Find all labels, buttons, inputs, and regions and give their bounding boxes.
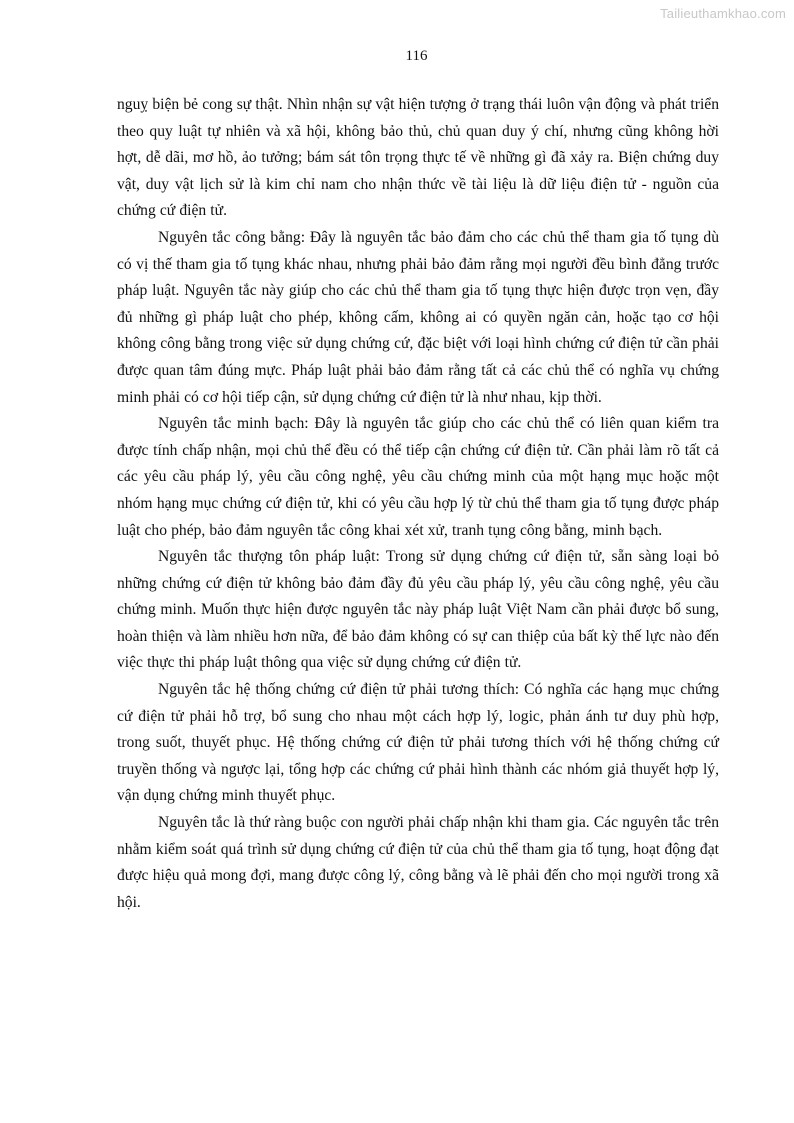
paragraph-principle-transparency: Nguyên tắc minh bạch: Đây là nguyên tắc giúp cho các chủ thể có liên quan kiểm tra được tính chấp nhận, mọi chủ thể đều có thể tiếp cận chứng cứ điện tử. Cần phải làm rõ tất cả các yêu cầu pháp lý, yêu cầu công nghệ, yêu cầu chứng minh của một hạng mục hoặc một nhóm hạng mục chứng cứ điện tử, khi có yêu cầu hợp lý từ chủ thể tham gia tố tụng được pháp luật cho phép, bảo đảm nguyên tắc công khai xét xử, tranh tụng công bằng, minh bạch. <box>117 415 719 539</box>
paragraph-principle-rule-of-law: Nguyên tắc thượng tôn pháp luật: Trong sử dụng chứng cứ điện tử, sẵn sàng loại bỏ những chứng cứ điện tử không bảo đảm đầy đủ yêu cầu pháp lý, yêu cầu công nghệ, yêu cầu chứng minh. Muốn thực hiện được nguyên tắc này pháp luật Việt Nam cần phải được bổ sung, hoàn thiện và làm nhiều hơn nữa, để bảo đảm không có sự can thiệp của bất kỳ thế lực nào đến việc thực thi pháp luật thông qua việc sử dụng chứng cứ điện tử. <box>117 548 719 672</box>
paragraph-conclusion: Nguyên tắc là thứ ràng buộc con người phải chấp nhận khi tham gia. Các nguyên tắc trên nhằm kiểm soát quá trình sử dụng chứng cứ điện tử của chủ thể tham gia tố tụng, hoạt động đạt được hiệu quả mong đợi, mang được công lý, công bằng và lẽ phải đến cho mọi người trong xã hội. <box>117 814 719 911</box>
watermark: Tailieuthamkhao.com <box>660 6 786 21</box>
paragraph-principle-fairness: Nguyên tắc công bằng: Đây là nguyên tắc bảo đảm cho các chủ thể tham gia tố tụng dù có vị thế tham gia tố tụng khác nhau, nhưng phải bảo đảm rằng mọi người đều bình đẳng trước pháp luật. Nguyên tắc này giúp cho các chủ thể tham gia tố tụng thực hiện được trọn vẹn, đầy đủ những gì pháp luật cho phép, không cấm, không ai có quyền ngăn cản, hoặc tạo cơ hội không công bằng trong việc sử dụng chứng cứ, đặc biệt với loại hình chứng cứ điện tử cần phải được quan tâm đúng mực. Pháp luật phải bảo đảm rằng tất cả các chủ thể có nghĩa vụ chứng minh phải có cơ hội tiếp cận, sử dụng chứng cứ điện tử là như nhau, kịp thời. <box>117 228 719 406</box>
paragraph-continuation: nguỵ biện bẻ cong sự thật. Nhìn nhận sự vật hiện tượng ở trạng thái luôn vận động và phát triển theo quy luật tự nhiên và xã hội, không bảo thủ, chủ quan duy ý chí, nhưng cũng không hời hợt, dễ dãi, mơ hồ, ảo tưởng; bám sát tôn trọng thực tế về những gì đã xảy ra. Biện chứng duy vật, duy vật lịch sử là kim chỉ nam cho nhận thức về tài liệu là dữ liệu điện tử - nguồn của chứng cứ điện tử. <box>117 96 719 220</box>
page-number: 116 <box>405 48 428 64</box>
document-body <box>117 92 719 916</box>
paragraph-principle-compatibility: Nguyên tắc hệ thống chứng cứ điện tử phải tương thích: Có nghĩa các hạng mục chứng cứ điện tử phải hỗ trợ, bổ sung cho nhau một cách hợp lý, logic, phản ánh tư duy phù hợp, trong suốt, thuyết phục. Hệ thống chứng cứ điện tử phải tương thích với hệ thống chứng cứ truyền thống và ngược lại, tổng hợp các chứng cứ phải hình thành các nhóm giả thuyết hợp lý, vận dụng chứng minh thuyết phục. <box>117 681 719 805</box>
